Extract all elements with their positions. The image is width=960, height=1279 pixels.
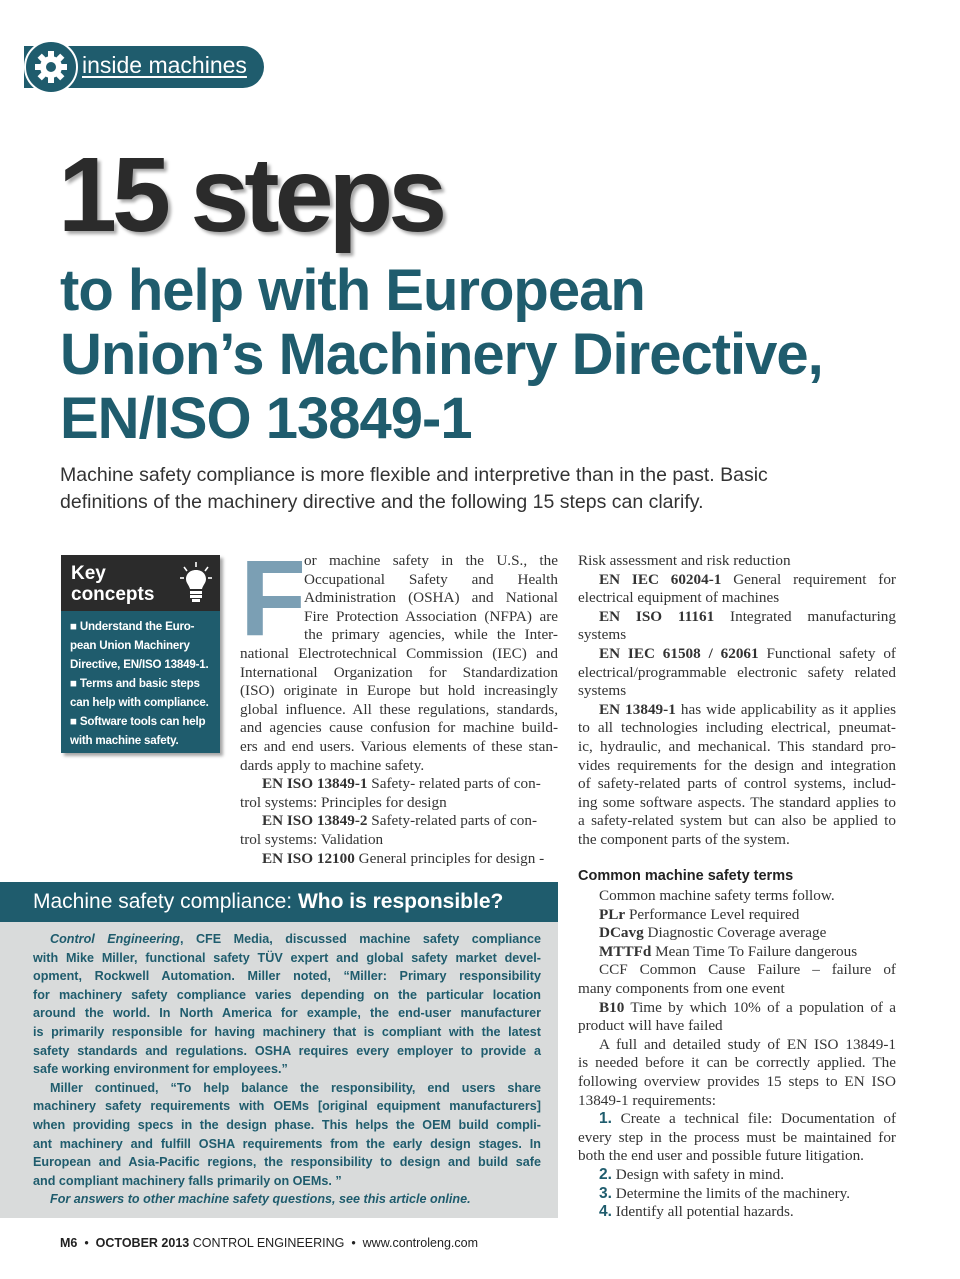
key-concepts-header xyxy=(61,555,220,611)
sidebar-line: ant machinery and fulfill OSHA requirements from the early design stages. In xyxy=(33,1136,541,1151)
headline-sub-1: to help with European xyxy=(60,258,645,323)
standard-line: EN IEC 61508 / 62061 Functional safety of xyxy=(599,645,896,662)
sidebar-line: safe working environment for employees.” xyxy=(33,1062,288,1077)
body-line: the component parts of the system. xyxy=(578,831,790,848)
body-line: vides requirements for the design and integration xyxy=(578,756,896,774)
term-line: DCavg Diagnostic Coverage average xyxy=(599,924,827,942)
key-concepts-title xyxy=(71,563,171,605)
body-line: systems xyxy=(578,626,627,644)
term-line: B10 Time by which 10% of a population of a xyxy=(599,998,896,1016)
term-line: PLr Performance Level required xyxy=(599,905,800,923)
sidebar-heading: Machine safety compliance: Who is responsible? xyxy=(33,890,504,913)
key-concept-item: ■ Understand the Euro- pean Union Machinery Directive, EN/ISO 13849-1. xyxy=(70,620,209,671)
body-line: of safety-related parts of control systems, includ- xyxy=(578,775,896,793)
gear-icon xyxy=(24,40,78,94)
step-item: 4. Identify all potential hazards. xyxy=(599,1203,794,1221)
standard-line: EN 13849-1 has wide applicability as it applies xyxy=(599,700,897,718)
standard-line: EN IEC 60204-1 General requirement for xyxy=(599,570,896,588)
body-line: product will have failed xyxy=(578,1017,723,1035)
sidebar-line: European and Asia-Pacific regions, the responsibility to design and build safe xyxy=(33,1155,541,1170)
key-concept-item: ■ Terms and basic steps can help with compliance. xyxy=(70,677,209,709)
body-line: to all technologies including electrical, pneumat- xyxy=(578,719,896,737)
body-line: ic, hydraulic, and mechanical. This standard pro- xyxy=(578,738,896,755)
standard-line: EN ISO 13849-2 Safety-related parts of con- xyxy=(262,812,538,830)
body-line: Administration (OSHA) and National xyxy=(304,589,558,607)
website-url: www.controleng.com xyxy=(362,1236,478,1250)
body-line: and agencies cause confusion for machine build- xyxy=(240,719,558,737)
body-line: dards apply to machine safety. xyxy=(240,756,425,774)
lightbulb-icon xyxy=(179,561,213,607)
step-item: 1. Create a technical file: Documentation of xyxy=(599,1110,896,1128)
deck-line-1: Machine safety compliance is more flexible and interpretive than in the past. Basic xyxy=(60,464,768,486)
body-line: or machine safety in the U.S., the xyxy=(304,552,558,569)
deck-line-2: definitions of the machinery directive and the following 15 steps can clarify. xyxy=(60,491,704,513)
sidebar-line: machinery safety requirements with OEMs [original equipment manufacturers] xyxy=(33,1099,541,1114)
body-line: the primary agencies, while the Inter- xyxy=(304,626,558,644)
key-concept-item: ■ Software tools can help with machine safety. xyxy=(70,715,206,747)
step-item: 3. Determine the limits of the machinery. xyxy=(599,1184,851,1202)
body-line: 13849-1 requirements: xyxy=(578,1091,716,1109)
section-heading: Common machine safety terms xyxy=(578,868,794,884)
body-line: ing some software aspects. The standard applies to xyxy=(578,793,896,811)
body-line: following overview provides 15 steps to EN ISO xyxy=(578,1073,896,1090)
body-line: every step in the process must be maintained for xyxy=(578,1128,896,1146)
body-line: both the end user and possible future litigation. xyxy=(578,1147,864,1165)
key-concepts-title-line-2: concepts xyxy=(71,584,155,605)
body-line: A full and detailed study of EN ISO 13849-1 xyxy=(599,1035,896,1053)
headline-main: 15 steps xyxy=(58,136,443,254)
standard-line: EN ISO 11161 Integrated manufacturing xyxy=(599,607,896,625)
sidebar-line: and compliant machinery falls primarily on OEMs. ” xyxy=(33,1173,342,1188)
sidebar-line: For answers to other machine safety questions, see this article online. xyxy=(50,1192,471,1207)
body-line: Fire Protection Association (NFPA) are xyxy=(304,607,558,625)
page-number: M6 xyxy=(60,1236,78,1250)
footer: M6 • OCTOBER 2013 CONTROL ENGINEERING • www.controleng.com xyxy=(60,1236,478,1250)
body-line: electrical equipment of machines xyxy=(578,589,780,607)
body-line: trol systems: Principles for design xyxy=(240,793,447,811)
standard-line: EN ISO 12100 General principles for design - xyxy=(262,849,545,867)
sidebar-line: is primarily responsible for having machinery that is compliant with the latest xyxy=(33,1025,541,1039)
body-line: International Organization for Standardization xyxy=(240,663,558,681)
body-line: a safety-related system but can also be applied to xyxy=(578,812,896,830)
step-item: 2. Design with safety in mind. xyxy=(599,1166,785,1183)
magazine-name: CONTROL ENGINEERING xyxy=(192,1236,345,1250)
drop-cap xyxy=(240,537,306,658)
term-line: MTTFd Mean Time To Failure dangerous xyxy=(599,942,858,960)
sidebar-line: Miller continued, “To help balance the responsibility, end users share xyxy=(50,1080,541,1095)
issue-date: OCTOBER 2013 xyxy=(95,1236,190,1250)
term-line: CCF Common Cause Failure – failure of xyxy=(599,961,896,979)
body-line: many components from one event xyxy=(578,980,785,997)
body-line: ers and end users. Various elements of these stan- xyxy=(240,738,558,755)
key-concepts-box xyxy=(61,555,220,753)
sidebar-line: safety standards and regulations. OSHA requires every employer to provide a xyxy=(33,1043,541,1058)
sidebar-line: when providing specs in the design phase. This helps the OEM build compli- xyxy=(33,1118,541,1132)
sidebar-line: opment, Rockwell Automation. Miller noted, “Miller: Primary responsibility xyxy=(33,969,541,984)
body-line: Common machine safety terms follow. xyxy=(599,887,835,904)
headline-sub-2: Union’s Machinery Directive, xyxy=(60,322,823,387)
headline-sub-3: EN/ISO 13849-1 xyxy=(60,386,472,451)
deck xyxy=(60,462,840,516)
sidebar-line: Control Engineering, CFE Media, discussed machine safety compliance xyxy=(50,932,541,946)
body-line: (ISO) originate in Europe but hold increasingly xyxy=(240,682,558,700)
body-line: trol systems: Validation xyxy=(240,831,384,848)
sidebar-line: for machinery safety compliance varies depending on the particular location xyxy=(33,987,541,1002)
sidebar-line: with Mike Miller, functional safety TÜV expert and global safety market devel- xyxy=(33,950,541,965)
body-line: global influence. All these regulations, standards, xyxy=(240,700,558,718)
key-concepts-title-line-1: Key xyxy=(71,563,106,584)
body-line: electrical/programmable electronic safety related xyxy=(578,663,896,681)
sidebar-line: around the world. In North America for example, the end-user manufacturer xyxy=(33,1006,541,1021)
body-line: Risk assessment and risk reduction xyxy=(578,552,791,569)
body-line: systems xyxy=(578,682,627,700)
body-line: Occupational Safety and Health xyxy=(304,570,558,588)
body-line: is needed before it can be correctly applied. The xyxy=(578,1054,896,1072)
standard-line: EN ISO 13849-1 Safety- related parts of con- xyxy=(262,775,541,793)
body-line: national Electrotechnical Commission (IEC) and xyxy=(240,645,558,662)
svg-text:F: F xyxy=(240,537,306,658)
section-label: inside machines xyxy=(82,52,247,78)
